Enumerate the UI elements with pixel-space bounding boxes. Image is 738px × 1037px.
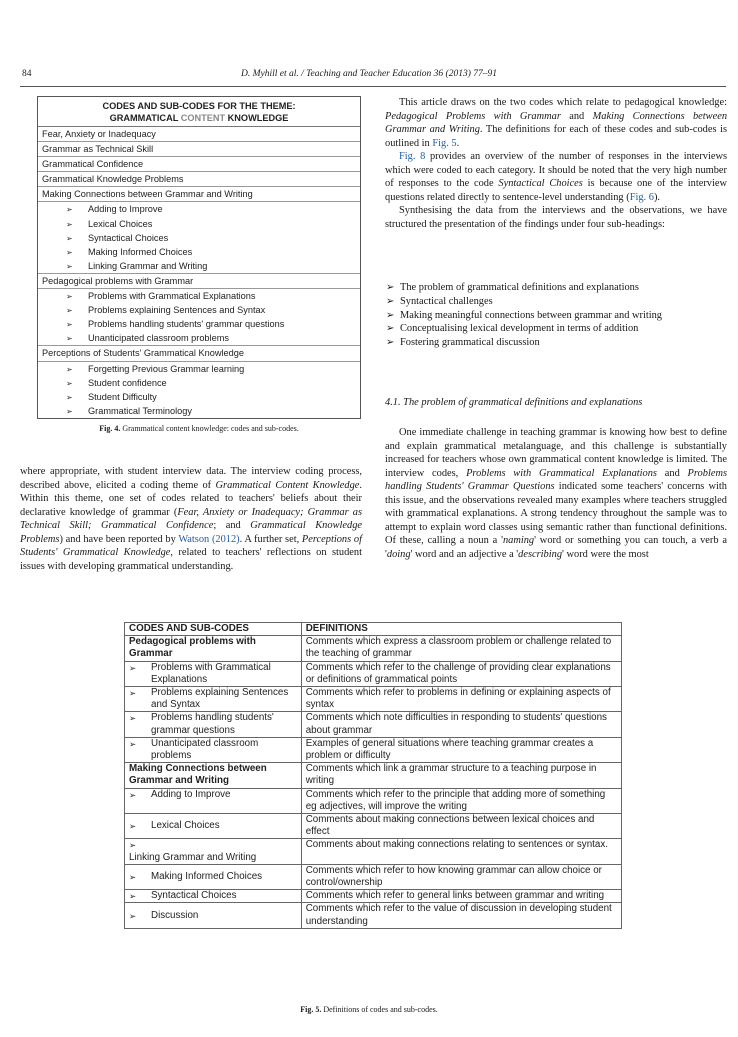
- fig5-caption-text: Definitions of codes and sub-codes.: [323, 1005, 438, 1014]
- fig4-caption-label: Fig. 4.: [99, 424, 121, 433]
- italic-term: Making Connections between Grammar and Writing: [385, 110, 728, 135]
- table-row: [125, 737, 622, 762]
- arrow-bullet-icon: ➢: [66, 406, 73, 416]
- italic-term: Pedagogical Problems with Grammar: [385, 110, 561, 122]
- list-item: [386, 281, 727, 295]
- fig4-subrow: [38, 317, 360, 331]
- definition-cell: Comments which refer to the principle that adding more of something eg adjectives, will improve the writing: [301, 788, 621, 813]
- fig4-title-grammatical: GRAMMATICAL: [109, 113, 181, 123]
- arrow-bullet-icon: ➢: [66, 334, 73, 344]
- code-label: Syntactical Choices: [151, 890, 237, 902]
- fig4-subrow-label: Making Informed Choices: [88, 246, 193, 257]
- fig4-subrow-label: Grammatical Terminology: [88, 405, 192, 416]
- fig4-subrow: [38, 231, 360, 245]
- table-row: [125, 687, 622, 712]
- definition-cell: Comments which refer to the challenge of providing clear explanations or definitions of grammatical points: [301, 661, 621, 686]
- italic-term: doing: [386, 548, 411, 560]
- list-item-text: The problem of grammatical definitions and explanations: [400, 282, 639, 293]
- arrow-bullet-icon: ➢: [129, 713, 137, 724]
- code-label: Making Informed Choices: [151, 870, 263, 882]
- arrow-bullet-icon: ➢: [66, 306, 73, 316]
- code-cell: [125, 890, 302, 903]
- list-item-text: Fostering grammatical discussion: [400, 337, 540, 349]
- definition-cell: Comments which refer to the value of discussion in developing student understanding: [301, 903, 621, 928]
- fig4-caption-text: Grammatical content knowledge: codes and sub-codes.: [122, 424, 299, 433]
- italic-term: Perceptions of Students' Grammatical Knowledge: [20, 533, 362, 558]
- italic-term: Syntactical Choices: [498, 178, 583, 189]
- text-run: is because one of the interview questions related directly to sentence-level understanding (: [385, 178, 727, 203]
- table-row: [125, 839, 622, 864]
- fig4-caption: [0, 424, 398, 433]
- table-header-cell: CODES AND SUB-CODES: [125, 623, 302, 636]
- definition-cell: Comments which express a classroom problem or challenge related to the teaching of grammar: [301, 636, 621, 661]
- right-column-intro: [385, 96, 727, 231]
- list-item-text: Making meaningful connections between grammar and writing: [400, 309, 662, 321]
- fig4-subrow: [38, 202, 360, 216]
- arrow-bullet-icon: ➢: [66, 233, 73, 243]
- fig4-title-content: CONTENT: [180, 113, 226, 123]
- fig5-caption: [0, 1005, 738, 1014]
- code-cell: [125, 737, 302, 762]
- figure-link[interactable]: Fig. 8: [399, 151, 426, 162]
- fig4-subrow-label: Student Difficulty: [88, 391, 157, 402]
- fig4-subrow: [38, 259, 360, 274]
- arrow-bullet-icon: ➢: [66, 392, 73, 402]
- text-run: and: [560, 110, 593, 122]
- arrow-bullet-icon: ➢: [66, 261, 73, 271]
- code-label: Lexical Choices: [151, 820, 220, 832]
- code-cell: [125, 788, 302, 813]
- fig4-subrow: [38, 362, 360, 376]
- text-run: , related to teachers' reflections on student issues with developing grammatical understanding.: [20, 547, 362, 572]
- fig4-title-line1: CODES AND SUB-CODES FOR THE THEME:: [102, 101, 296, 111]
- text-run: . The definitions for each of these codes and sub-codes is outlined in: [385, 124, 728, 149]
- definition-cell: Comments which refer to how knowing grammar can allow choice or control/ownership: [301, 864, 621, 889]
- code-cell: Pedagogical problems with Grammar: [125, 636, 302, 661]
- arrow-bullet-icon: ➢: [66, 364, 73, 374]
- fig4-subrow: [38, 331, 360, 346]
- fig4-subrow: [38, 390, 360, 404]
- list-item-text: Syntactical challenges: [400, 295, 493, 307]
- table-row: [125, 814, 622, 839]
- subheading-list: [386, 281, 727, 350]
- fig4-subrow-label: Problems handling students' grammar questions: [88, 319, 285, 330]
- table-row: [125, 712, 622, 737]
- arrow-bullet-icon: ➢: [129, 891, 137, 902]
- italic-term: naming: [502, 535, 535, 546]
- fig4-title-line2: [42, 112, 356, 124]
- table-row: [125, 864, 622, 889]
- fig4-row: Perceptions of Students' Grammatical Knowledge: [38, 346, 360, 361]
- text-run: . A further set,: [239, 533, 302, 545]
- definition-cell: Comments about making connections between lexical choices and effect: [301, 814, 621, 839]
- fig4-subrow-label: Problems with Grammatical Explanations: [88, 291, 256, 302]
- list-item: [386, 295, 727, 309]
- arrow-bullet-icon: ➢: [66, 378, 73, 388]
- list-item-text: Conceptualising lexical development in terms of addition: [400, 323, 639, 335]
- definition-cell: Comments which note difficulties in responding to students' questions about grammar: [301, 712, 621, 737]
- definition-cell: Examples of general situations where teaching grammar creates a problem or difficulty: [301, 737, 621, 762]
- fig4-title: [38, 97, 360, 127]
- definition-cell: Comments which link a grammar structure to a teaching purpose in writing: [301, 763, 621, 788]
- arrow-bullet-icon: ➢: [66, 292, 73, 302]
- code-cell: [125, 839, 302, 864]
- arrow-bullet-icon: ➢: [66, 247, 73, 257]
- text-run: ; and: [213, 520, 251, 531]
- arrow-bullet-icon: ➢: [129, 688, 137, 699]
- fig4-subrow: [38, 217, 360, 231]
- section-heading: 4.1. The problem of grammatical definitions and explanations: [385, 397, 643, 408]
- fig4-subrow-label: Student confidence: [88, 377, 167, 388]
- text-run: ' word were the most: [562, 548, 649, 560]
- text-run: ).: [653, 191, 661, 203]
- code-label: Discussion: [151, 909, 199, 921]
- code-cell: Making Connections between Grammar and Writing: [125, 763, 302, 788]
- arrow-bullet-icon: ➢: [386, 295, 395, 307]
- arrow-bullet-icon: ➢: [66, 320, 73, 330]
- fig4-subrow: [38, 245, 360, 259]
- text-run: ' word or something you can touch, a verb a ': [385, 535, 727, 560]
- italic-term: Fear, Anxiety or Inadequacy; Grammar as Technical Skill; Grammatical Confidence: [20, 506, 363, 531]
- list-item: [386, 322, 727, 336]
- code-cell: [125, 687, 302, 712]
- code-cell: [125, 903, 302, 928]
- table-row: [125, 903, 622, 928]
- fig4-subrow: [38, 289, 360, 303]
- arrow-bullet-icon: ➢: [386, 282, 395, 293]
- arrow-bullet-icon: ➢: [129, 789, 137, 800]
- arrow-bullet-icon: ➢: [386, 309, 395, 321]
- table-row: [125, 763, 622, 788]
- fig4-subrow-label: Forgetting Previous Grammar learning: [88, 363, 245, 374]
- italic-term: Grammatical Content Knowledge: [215, 479, 360, 491]
- fig5-caption-label: Fig. 5.: [300, 1005, 322, 1014]
- arrow-bullet-icon: ➢: [129, 662, 137, 673]
- code-label: Unanticipated classroom problems: [151, 737, 259, 762]
- paragraph: [385, 150, 727, 204]
- code-cell: [125, 712, 302, 737]
- code-label: Problems explaining Sentences and Syntax: [151, 687, 289, 711]
- text-run: This article draws on the two codes which relate to pedagogical knowledge:: [399, 97, 727, 108]
- italic-term: Problems with Grammatical Explanations: [466, 467, 657, 479]
- citation-link[interactable]: Watson (2012): [178, 533, 240, 545]
- table-row: [125, 788, 622, 813]
- fig4-subrow-label: Syntactical Choices: [88, 232, 169, 243]
- table-row: [125, 661, 622, 686]
- text-run: . Within this theme, one set of codes related to teachers' beliefs about their declarative knowledge of grammar (: [20, 479, 363, 518]
- code-cell: [125, 814, 302, 839]
- fig4-subrow-label: Linking Grammar and Writing: [88, 260, 208, 271]
- fig4-subrow: [38, 303, 360, 317]
- code-cell: [125, 661, 302, 686]
- fig4-table: [37, 96, 361, 419]
- fig4-subrow: [38, 404, 360, 418]
- arrow-bullet-icon: ➢: [129, 910, 137, 921]
- fig4-subrow-label: Problems explaining Sentences and Syntax: [88, 305, 266, 316]
- arrow-bullet-icon: ➢: [66, 219, 73, 229]
- text-run: One immediate challenge in teaching grammar is knowing how best to define and explain grammatical metalanguage, and this challenge is substantially increased for teachers whose own grammatical content knowledge is limited. The interview codes,: [385, 427, 727, 479]
- fig4-subrow-label: Unanticipated classroom problems: [88, 333, 229, 344]
- arrow-bullet-icon: ➢: [129, 840, 137, 851]
- list-item: [386, 336, 727, 350]
- fig5-table: [124, 622, 622, 929]
- paragraph: Synthesising the data from the interviews and the observations, we have structured the presentation of the findings under four sub-headings:: [385, 205, 727, 230]
- arrow-bullet-icon: ➢: [129, 738, 137, 749]
- fig4-subrow-label: Lexical Choices: [88, 218, 153, 229]
- left-column-text: [20, 465, 362, 573]
- table-header-cell: DEFINITIONS: [301, 623, 621, 636]
- italic-term: describing: [518, 548, 563, 560]
- fig4-row: Grammatical Confidence: [38, 157, 360, 172]
- paragraph: [385, 426, 727, 561]
- definition-cell: Comments about making connections relating to sentences or syntax.: [301, 839, 621, 864]
- code-cell: [125, 864, 302, 889]
- arrow-bullet-icon: ➢: [386, 337, 395, 349]
- text-run: .: [456, 137, 460, 149]
- fig4-row: Grammatical Knowledge Problems: [38, 172, 360, 187]
- paragraph: [385, 96, 727, 150]
- table-header-row: [125, 623, 622, 636]
- arrow-bullet-icon: ➢: [129, 821, 137, 832]
- code-label: Problems handling students' grammar questions: [151, 712, 274, 736]
- text-run: indicated some teachers' concerns with this issue, and the observations revealed many examples where teachers struggled with grammatical explanations. A strong tendency throughout the sample was to attempt to explain word classes using semantic rather than functional definitions. Of these, calling a noun a ': [385, 481, 727, 546]
- code-label: Problems with Grammatical Explanations: [151, 661, 271, 685]
- italic-term: Grammatical Knowledge Problems: [20, 520, 363, 545]
- page-number: 84: [22, 69, 32, 79]
- running-head: D. Myhill et al. / Teaching and Teacher Education 36 (2013) 77–91: [240, 69, 498, 79]
- fig4-subrow-label: Adding to Improve: [88, 204, 163, 215]
- code-label: Linking Grammar and Writing: [129, 851, 257, 863]
- fig4-row: Making Connections between Grammar and Writing: [38, 187, 360, 202]
- list-item: [386, 309, 727, 323]
- figure-link[interactable]: Fig. 6: [629, 191, 654, 203]
- arrow-bullet-icon: ➢: [129, 871, 137, 882]
- fig4-row: Grammar as Technical Skill: [38, 142, 360, 157]
- fig4-row: Fear, Anxiety or Inadequacy: [38, 127, 360, 142]
- code-label: Adding to Improve: [151, 788, 231, 800]
- header-rule: [20, 86, 726, 87]
- fig4-title-knowledge: KNOWLEDGE: [225, 113, 289, 123]
- figure-link[interactable]: Fig. 5: [432, 137, 457, 149]
- definition-cell: Comments which refer to general links between grammar and writing: [301, 890, 621, 903]
- arrow-bullet-icon: ➢: [66, 205, 73, 215]
- fig4-row: Pedagogical problems with Grammar: [38, 274, 360, 289]
- text-run: where appropriate, with student interview data. The interview coding process, described above, elicited a coding theme of: [20, 466, 362, 491]
- text-run: and: [656, 467, 688, 479]
- fig4-subrow: [38, 376, 360, 390]
- definition-cell: Comments which refer to problems in defining or explaining aspects of syntax: [301, 687, 621, 712]
- text-run: provides an overview of the number of responses in the interviews which were coded to each category. It should be noted that the very high number of responses to the code: [385, 151, 727, 189]
- arrow-bullet-icon: ➢: [386, 323, 395, 335]
- right-column-section-text: [385, 426, 727, 561]
- text-run: ' word and an adjective a ': [410, 548, 519, 560]
- text-run: ) and have been reported by: [59, 533, 179, 545]
- table-row: [125, 636, 622, 661]
- italic-term: Problems handling Students' Grammar Questions: [385, 467, 727, 492]
- paragraph: [20, 465, 362, 573]
- table-row: [125, 890, 622, 903]
